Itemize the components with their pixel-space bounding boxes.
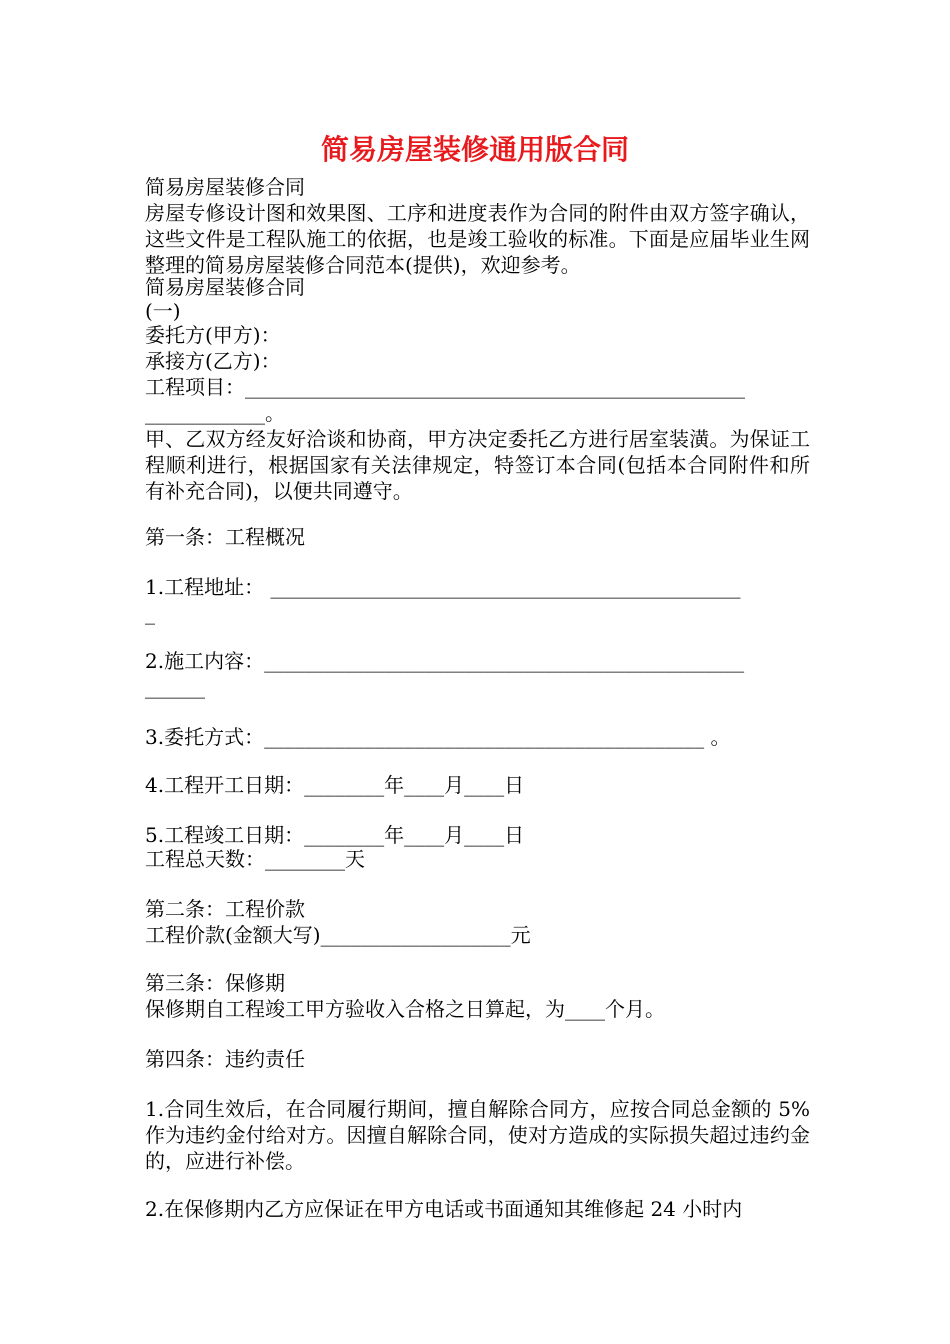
item-4-start-date: 4.工程开工日期：________年____月____日 <box>145 773 525 797</box>
article-4-heading: 第四条：违约责任 <box>145 1047 305 1071</box>
total-days-line: 工程总天数：________天 <box>145 847 365 871</box>
project-item-continuation: ____________。 <box>145 401 285 425</box>
item-5-end-date: 5.工程竣工日期：________年____月____日 <box>145 823 525 847</box>
price-line: 工程价款(金额大写)___________________元 <box>145 923 531 947</box>
party-b-line: 承接方(乙方)： <box>145 349 281 373</box>
article-2-heading: 第二条：工程价款 <box>145 897 305 921</box>
warranty-line: 保修期自工程竣工甲方验收入合格之日算起，为____个月。 <box>145 997 665 1021</box>
intro-paragraph: 房屋专修设计图和效果图、工序和进度表作为合同的附件由双方签字确认，这些文件是工程队施工的依据，也是竣工验收的标准。下面是应届毕业生网整理的简易房屋装修合同范本(提供)，欢迎参考。 <box>145 201 810 277</box>
party-a-line: 委托方(甲方)： <box>145 323 281 347</box>
preamble-paragraph: 甲、乙双方经友好洽谈和协商，甲方决定委托乙方进行居室装潢。为保证工程顺利进行，根据国家有关法律规定，特签订本合同(包括本合同附件和所有补充合同)，以便共同遵守。 <box>145 427 810 503</box>
part-label: (一) <box>145 299 181 323</box>
breach-clause-2: 2.在保修期内乙方应保证在甲方电话或书面通知其维修起 24 小时内 <box>145 1197 743 1221</box>
intro-heading: 简易房屋装修合同 <box>145 175 305 199</box>
article-1-heading: 第一条：工程概况 <box>145 525 305 549</box>
item-3-method: 3.委托方式：____________________________________________ 。 <box>145 725 731 749</box>
breach-clause-1: 1.合同生效后，在合同履行期间，擅自解除合同方，应按合同总金额的 5%作为违约金付给对方。因擅自解除合同，使对方造成的实际损失超过违约金的，应进行补偿。 <box>145 1097 810 1173</box>
item-2-continuation: ______ <box>145 675 205 699</box>
contract-heading: 简易房屋装修合同 <box>145 275 305 299</box>
document-title: 简易房屋装修通用版合同 <box>320 133 629 166</box>
item-2-content: 2.施工内容：________________________________________________ <box>145 649 745 673</box>
project-item-line: 工程项目：__________________________________________________ <box>145 375 745 399</box>
item-1-address: 1.工程地址： _______________________________________________ <box>145 575 741 599</box>
article-3-heading: 第三条：保修期 <box>145 971 285 995</box>
item-1-continuation: _ <box>145 601 155 625</box>
